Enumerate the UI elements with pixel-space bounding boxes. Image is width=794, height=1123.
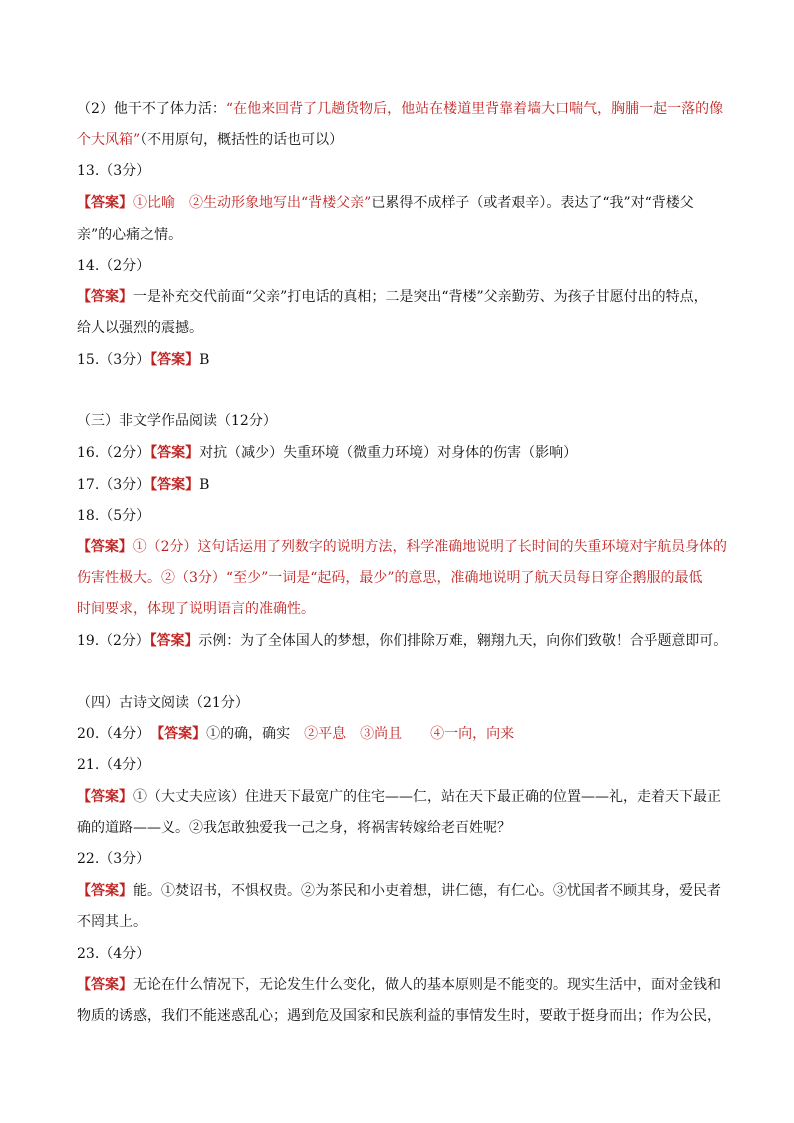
q2-line-1 xyxy=(77,99,727,119)
q14-answer-label: 【答案】 xyxy=(77,289,133,305)
q23-line-2: 物质的诱惑，我们不能迷惑乱心；遇到危及国家和民族利益的事情发生时，要敢于挺身而出；作为公民， xyxy=(77,1008,721,1024)
q14-head: 14.（2分） xyxy=(77,258,151,274)
q19-answer-label: 【答案】 xyxy=(149,633,199,649)
q16-answer: 对抗（减少）失重环境（微重力环境）对身体的伤害（影响） xyxy=(199,445,578,461)
q16-answer-label: 【答案】 xyxy=(150,445,200,461)
q17-answer: B xyxy=(199,477,210,493)
q14-line-2: 给人以强烈的震撼。 xyxy=(77,320,203,336)
q23-answer-label: 【答案】 xyxy=(77,977,133,993)
section-3-title: （三）非文学作品阅读（12分） xyxy=(77,413,277,429)
section-4-title: （四）古诗文阅读（21分） xyxy=(77,695,249,711)
q19-head: 19.（2分） xyxy=(77,633,150,649)
q18-line-1 xyxy=(77,537,727,557)
q2-quote-2: 个大风箱” xyxy=(77,132,141,148)
q13-line-2: 亲”的心痛之情。 xyxy=(77,227,183,243)
q18-line-3: 时间要求，体现了说明语言的准确性。 xyxy=(77,601,315,617)
q23-answer-1: 无论在什么情况下，无论发生什么变化，做人的基本原则是不能变的。现实生活中，面对金钱和 xyxy=(133,977,721,993)
q2-prefix: （2）他干不了体力活： xyxy=(77,101,226,117)
q13-answer-label: 【答案】 xyxy=(77,195,133,211)
q2-line-2 xyxy=(77,130,727,150)
q18-line-2: 伤害性极大。②（3分）“至少”一词是“起码，最少”的意思，准确地说明了航天员每日穿企鹅服的最低 xyxy=(77,570,703,586)
q16-head: 16.（2分） xyxy=(77,445,151,461)
q2-quote-1: “在他来回背了几趟货物后，他站在楼道里背靠着墙大口喘气，胸脯一起一落的像 xyxy=(225,101,724,117)
q17-line xyxy=(77,475,727,495)
q21-line-2: 确的道路——义。②我怎敢独爱我一己之身，将祸害转嫁给老百姓呢？ xyxy=(77,820,511,836)
q13-head: 13.（3分） xyxy=(77,163,151,179)
q21-head: 21.（4分） xyxy=(77,757,151,773)
q13-answer-black: 已累得不成样子（或者艰辛）。表达了“我”对“背楼父 xyxy=(371,195,694,211)
q23-head: 23.（4分） xyxy=(77,946,151,962)
q15-head: 15.（3分） xyxy=(77,352,151,368)
q20-answer-label: 【答案】 xyxy=(157,726,207,742)
q22-line-2: 不罔其上。 xyxy=(77,914,147,930)
q15-line xyxy=(77,350,727,370)
q23-line-1 xyxy=(77,975,727,995)
q20-line xyxy=(77,724,727,744)
q19-line xyxy=(77,631,728,651)
q20-head: 20.（4分） xyxy=(77,726,144,742)
q15-answer-label: 【答案】 xyxy=(150,352,200,368)
q17-head: 17.（3分） xyxy=(77,477,151,493)
q22-head: 22.（3分） xyxy=(77,851,151,867)
q21-line-1 xyxy=(77,787,727,807)
q21-answer-1: ①（大丈夫应该）住进天下最宽广的住宅——仁，站在天下最正确的位置——礼，走着天下最正 xyxy=(133,789,721,805)
q13-line-1 xyxy=(77,193,727,213)
q18-answer-1: ①（2分）这句话运用了列数字的说明方法，科学准确地说明了长时间的失重环境对宇航员身体的 xyxy=(132,539,727,555)
q14-line-1 xyxy=(77,287,727,307)
q14-answer-text: 一是补充交代前面“父亲”打电话的真相；二是突出“背楼”父亲勤劳、为孩子甘愿付出的特点， xyxy=(133,289,708,305)
q13-answer-red: ①比喻 ②生动形象地写出“背楼父亲” xyxy=(133,195,372,211)
q18-answer-label: 【答案】 xyxy=(77,539,133,555)
q15-answer: B xyxy=(199,352,210,368)
q22-answer-label: 【答案】 xyxy=(77,883,133,899)
q19-answer: 示例：为了全体国人的梦想，你们排除万难，翱翔九天，向你们致敬！合乎题意即可。 xyxy=(198,633,728,649)
q20-answer-first: ①的确，确实 xyxy=(206,726,291,742)
q17-answer-label: 【答案】 xyxy=(150,477,200,493)
q18-head: 18.（5分） xyxy=(77,508,151,524)
q2-note: （不用原句，概括性的话也可以） xyxy=(140,132,344,148)
q21-answer-label: 【答案】 xyxy=(77,789,133,805)
q20-answer-rest: ②平息 ③尚且 ④一向，向来 xyxy=(290,726,515,742)
q22-answer-1: 能。①焚诏书，不惧权贵。②为茶民和小吏着想，讲仁德，有仁心。③忧国者不顾其身，爱民者 xyxy=(133,883,721,899)
q22-line-1 xyxy=(77,881,727,901)
q16-line xyxy=(77,443,727,463)
